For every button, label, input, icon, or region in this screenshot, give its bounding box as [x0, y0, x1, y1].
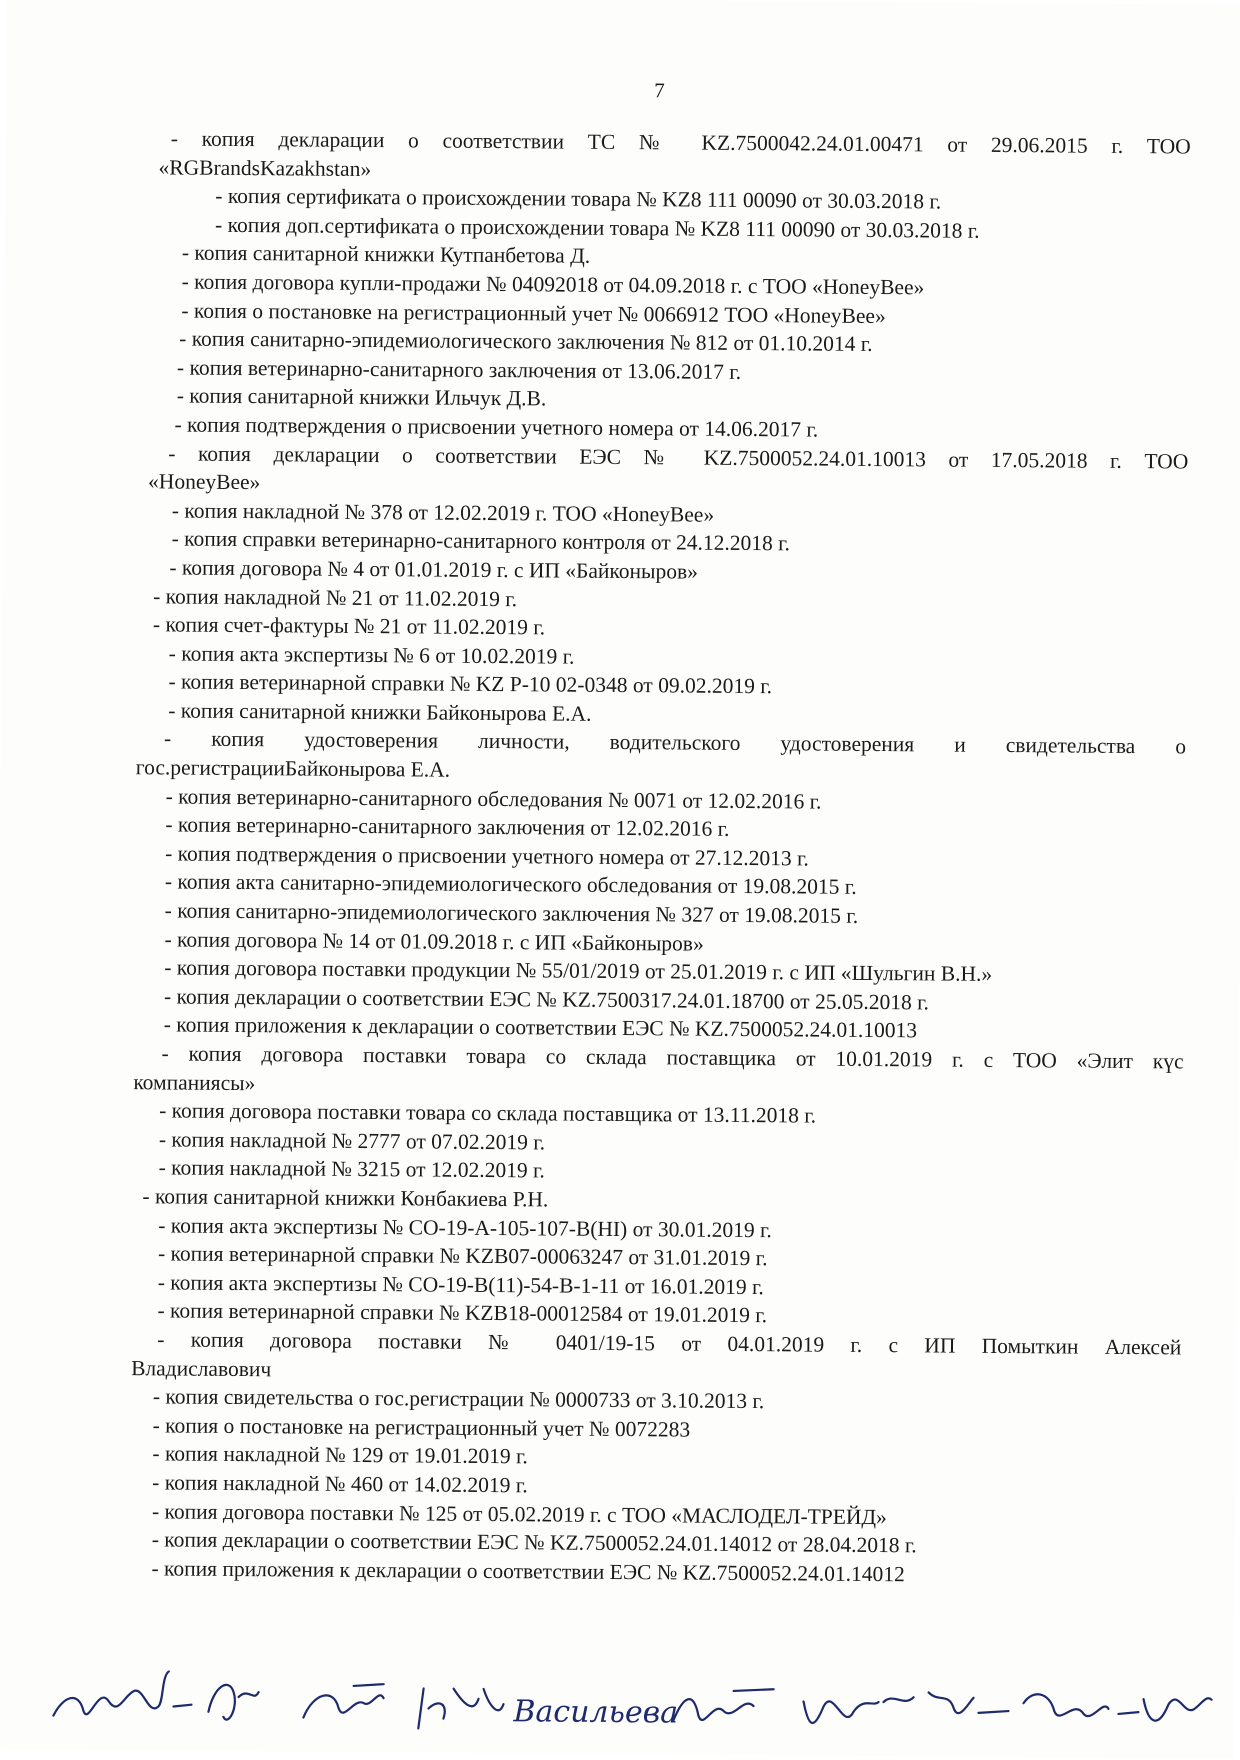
document-line: гос.регистрацииБайконырова Е.А.	[135, 755, 451, 782]
document-line: - копия санитарно-эпидемиологического заключения № 812 от 01.10.2014 г.	[179, 326, 873, 357]
document-line: - копия договора поставки № 125 от 05.02.2019 г. с ТОО «МАСЛОДЕЛ-ТРЕЙД»	[151, 1498, 887, 1529]
document-line: - копия о постановке на регистрационный учет № 0066912 ТОО «HoneyBee»	[181, 298, 886, 328]
document-line: - копия удостоверения личности, водительского удостоверения и свидетельства о	[163, 726, 1187, 759]
document-line: - копия ветеринарно-санитарного заключения от 13.06.2017 г.	[176, 355, 742, 384]
document-line: компаниясы»	[133, 1069, 256, 1095]
document-line: - копия приложения к декларации о соответствии ЕЭС № KZ.7500052.24.01.10013	[163, 1012, 918, 1043]
document-line: - копия накладной № 129 от 19.01.2019 г.	[152, 1441, 528, 1469]
document-line: - копия справки ветеринарно-санитарного контроля от 24.12.2018 г.	[171, 526, 791, 556]
document-line: - копия декларации о соответствии ЕЭС № KZ.7500317.24.01.18700 от 25.05.2018 г.	[163, 984, 930, 1015]
document-line: - копия ветеринарно-санитарного обследования № 0071 от 12.02.2016 г.	[165, 784, 822, 814]
handwritten-signatures	[33, 1655, 1214, 1754]
document-line: - копия приложения к декларации о соответствии ЕЭС № KZ.7500052.24.01.14012	[151, 1556, 905, 1586]
document-line: - копия договора № 4 от 01.01.2019 г. с ИП «Байконыров»	[169, 555, 699, 584]
document-line: - копия накладной № 2777 от 07.02.2019 г.	[158, 1127, 546, 1155]
document-line: - копия акта санитарно-эпидемиологического обследования от 19.08.2015 г.	[164, 869, 857, 900]
document-line: - копия накладной № 460 от 14.02.2019 г.	[152, 1470, 528, 1498]
document-line: - копия договора поставки продукции № 55/01/2019 от 25.01.2019 г. с ИП «Шульгин В.Н.»	[164, 955, 993, 987]
document-line: «HoneyBee»	[147, 469, 261, 495]
document-line: «RGBrandsKazakhstan»	[158, 154, 372, 181]
document-line: - копия декларации о соответствии ЕЭС № KZ.7500052.24.01.14012 от 28.04.2018 г.	[151, 1527, 917, 1558]
document-line: - копия накладной № 21 от 11.02.2019 г.	[153, 583, 518, 611]
document-line: - копия санитарной книжки Кутпанбетова Д.	[181, 240, 591, 269]
document-line: - копия сертификата о происхождении товара № KZ8 111 00090 от 30.03.2018 г.	[215, 183, 942, 214]
document-line: - копия санитарной книжки Конбакиева Р.Н.	[142, 1184, 549, 1212]
document-line: - копия доп.сертификата о происхождении товара № KZ8 111 00090 от 30.03.2018 г.	[215, 212, 980, 243]
document-line: - копия накладной № 378 от 12.02.2019 г. ТОО «HoneyBee»	[171, 498, 715, 527]
document-line: - копия подтверждения о присвоении учетного номера от 27.12.2013 г.	[165, 841, 809, 871]
document-line: Владиславович	[131, 1355, 272, 1381]
document-line: - копия договора № 14 от 01.09.2018 г. с ИП «Байконыров»	[164, 927, 704, 956]
page-number: 7	[654, 78, 665, 103]
document-line: - копия счет-фактуры № 21 от 11.02.2019 г.	[152, 612, 546, 640]
signatures-drawing	[33, 1655, 1214, 1754]
document-line: - копия акта экспертизы № 6 от 10.02.2019 г.	[168, 641, 575, 669]
document-line: - копия ветеринарной справки № KZB18-00012584 от 19.01.2019 г.	[157, 1298, 768, 1328]
document-line: - копия акта экспертизы № СО-19-В(11)-54-В-1-11 от 16.01.2019 г.	[157, 1270, 764, 1299]
document-line: - копия договора поставки № 0401/19-15 от 04.01.2019 г. с ИП Помыткин Алексей	[157, 1327, 1182, 1360]
document-line: - копия договора поставки товара со склада поставщика от 13.11.2018 г.	[159, 1098, 817, 1128]
document-line: - копия договора купли-продажи № 04092018 от 04.09.2018 г. с ТОО «HoneyBee»	[181, 269, 925, 300]
document-line: - копия накладной № 3215 от 12.02.2019 г.	[158, 1155, 545, 1183]
document-line: - копия акта экспертизы № СО-19-А-105-107-В(НI) от 30.01.2019 г.	[158, 1212, 772, 1242]
document-body	[129, 124, 1190, 1590]
document-line: - копия санитарной книжки Ильчук Д.В.	[176, 383, 547, 411]
document-line: - копия декларации о соответствии ТС № KZ.7500042.24.01.00471 от 29.06.2015 г. ТОО	[170, 126, 1191, 159]
document-line: - копия санитарной книжки Байконырова Е.А.	[168, 698, 592, 726]
document-line: - копия свидетельства о гос.регистрации № 0000733 от 3.10.2013 г.	[152, 1384, 765, 1414]
document-line: - копия ветеринарной справки № KZB07-00063247 от 31.01.2019 г.	[157, 1241, 768, 1271]
document-line: - копия санитарно-эпидемиологического заключения № 327 от 19.08.2015 г.	[164, 898, 859, 928]
document-line: - копия ветеринарной справки № KZ Р-10 02-0348 от 09.02.2019 г.	[168, 669, 773, 699]
document-line: - копия подтверждения о присвоении учетного номера от 14.06.2017 г.	[174, 412, 819, 442]
signature-text: Васильева	[513, 1694, 679, 1731]
document-line: - копия декларации о соответствии ЕЭС № KZ.7500052.24.01.10013 от 17.05.2018 г. ТОО	[168, 440, 1189, 473]
document-line: - копия ветеринарно-санитарного заключения от 12.02.2016 г.	[165, 812, 730, 842]
document-line: - копия договора поставки товара со склада поставщика от 10.01.2019 г. с ТОО «Элит күс	[161, 1041, 1184, 1074]
document-line: - копия о постановке на регистрационный учет № 0072283	[152, 1413, 691, 1442]
